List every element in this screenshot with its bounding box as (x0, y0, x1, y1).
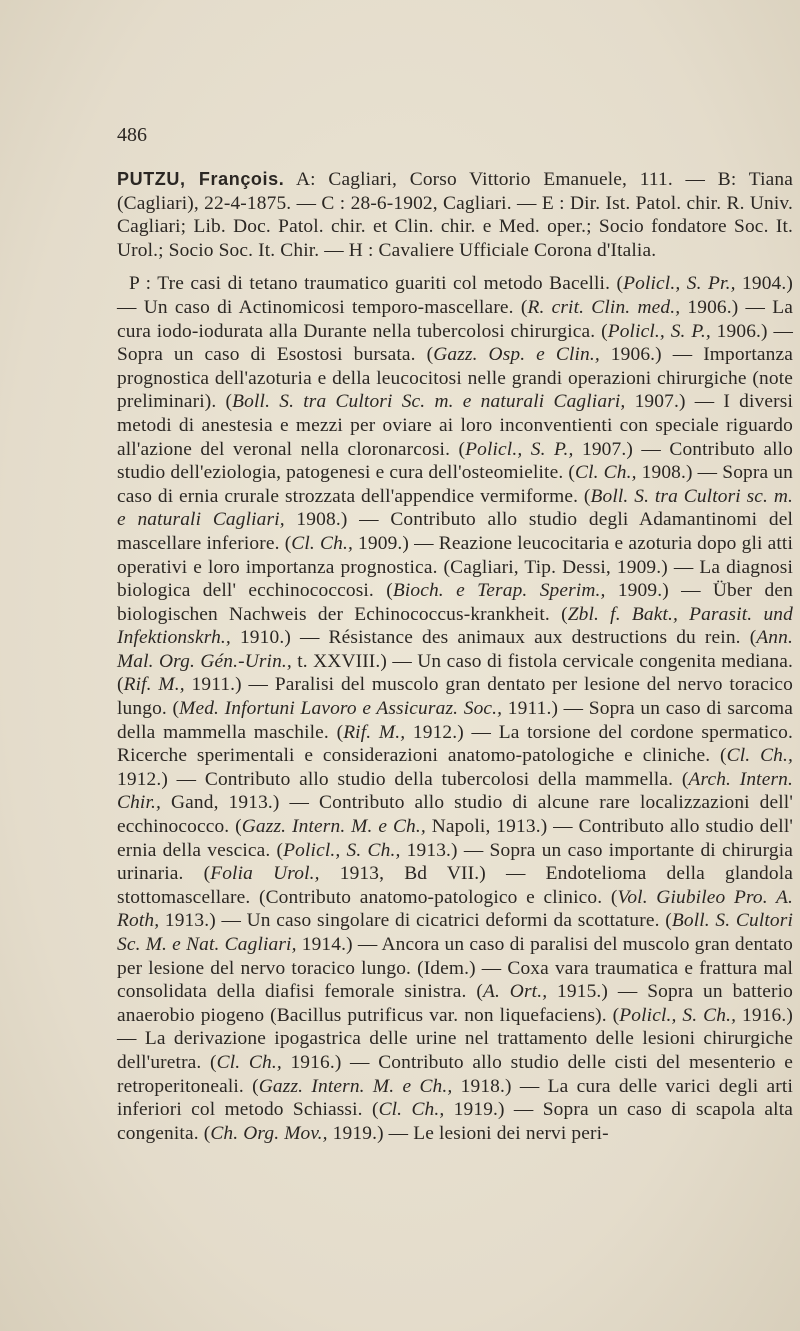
pub-text: 1912.) — La torsione del cordone spermatico. Ricerche sperimentali e considerazioni anatomo-patologiche e cliniche. ( (117, 721, 793, 767)
pub-text: 1909.) — Über den biologischen Nachweis der Echinococcus-krankheit. ( (117, 580, 793, 625)
pub-text: 1908.) — Contributo allo studio degli Adamantinomi del mascellare inferiore. ( (117, 509, 793, 554)
journal-title: Policl., S. Pr., (623, 273, 736, 295)
journal-title: Cl. Ch., (726, 745, 794, 767)
journal-title: Gazz. Intern. M. e Ch., (258, 1075, 453, 1097)
biography-entry (117, 168, 793, 1145)
pub-text: 1904.) — Un caso di Actinomicosi temporo-mascellare. ( (117, 273, 793, 318)
pub-text: 1910.) — Résistance des animaux aux destructions du rein. ( (230, 627, 757, 649)
journal-title: Med. Infortuni Lavoro e Assicuraz. Soc., (179, 698, 503, 720)
journal-title: Gazz. Intern. M. e Ch., (241, 816, 426, 838)
journal-title: Policl., S. Ch., (619, 1004, 737, 1026)
journal-title: Vol. Giubileo Pro. A. Roth, (117, 886, 793, 932)
pub-text: 1912.) — Contributo allo studio della tubercolosi della mammella. ( (117, 768, 689, 790)
journal-title: Boll. S. tra Cultori sc. m. e naturali Cagliari, (117, 485, 793, 531)
pub-text: 1906.) — Sopra un caso di Esostosi bursata. ( (117, 320, 793, 366)
pub-text: 1911.) — Sopra un caso di sarcoma della mammella maschile. ( (117, 698, 794, 743)
journal-title: Arch. Intern. Chir., (117, 768, 794, 814)
entry-header-paragraph (117, 168, 793, 262)
journal-title: Cl. Ch., (575, 462, 637, 484)
journal-title: Bioch. e Terap. Sperim., (392, 580, 606, 602)
pub-text: 1915.) — Sopra un batterio anaerobio piogeno (Bacillus putrificus var. non liquefaciens). ( (117, 981, 793, 1026)
pub-text: 1913.) — Sopra un caso importante di chirurgia urinaria. ( (117, 839, 794, 885)
pub-text: Gand, 1913.) — Contributo allo studio di alcune rare localizzazioni dell' ecchinococco. ( (117, 792, 793, 838)
journal-title: Ch. Org. Mov., (210, 1122, 328, 1144)
pub-text: 1908.) — Sopra un caso di ernia crurale strozzata dell'appendice vermiforme. ( (117, 462, 794, 507)
page-number: 486 (117, 124, 147, 146)
pub-text: 1906.) — La cura iodo-iodurata alla Durante nella tubercolosi chirurgica. ( (117, 296, 793, 342)
journal-title: Cl. Ch., (291, 532, 353, 554)
pub-text: 1919.) — Sopra un caso di scapola alta congenita. ( (117, 1099, 794, 1144)
pub-text: 1907.) — Contributo allo studio dell'eziologia, patogenesi e cura dell'osteomielite. ( (117, 438, 794, 484)
journal-title: Boll. S. Cultori Sc. M. e Nat. Cagliari, (117, 910, 793, 955)
journal-title: Cl. Ch., (378, 1099, 445, 1121)
entry-bio: A: Cagliari, Corso Vittorio Emanuele, 111. — B: Tiana (Cagliari), 22-4-1875. — C : 28-6-1902, Cagliari. — E : Dir. Ist. Patol. chir. R. Univ. Cagliari; Lib. Doc. Patol. chir. et Clin. chir. e Med. oper.; Socio fondatore Soc. It. Urol.; Socio Soc. It. Chir. — H : Cavaliere Ufficiale Corona d'Italia. (117, 169, 793, 261)
journal-title: Rif. M., (343, 721, 406, 743)
pub-text: 1911.) — Paralisi del muscolo gran dentato per lesione del nervo toracico lungo. ( (117, 674, 793, 720)
journal-title: Rif. M., (123, 674, 185, 696)
journal-title: Folia Urol., (210, 863, 320, 885)
pub-text: t. XXVIII.) — Un caso di fistola cervicale congenita mediana. ( (117, 650, 793, 696)
journal-title: Boll. S. tra Cultori Sc. m. e naturali Cagliari, (232, 391, 626, 413)
pub-text: 1914.) — Ancora un caso di paralisi del muscolo gran dentato per lesione del nervo toracico lungo. (Idem.) — Coxa vara traumatica e frattura mal consolidata della diafisi femorale sinistra. ( (117, 934, 793, 1003)
pub-text: 1906.) — Importanza prognostica dell'azoturia e della leucocitosi nelle grandi operazioni chirurgiche (note preliminari). ( (117, 344, 793, 413)
entry-name: PUTZU, François. (117, 169, 285, 189)
pub-text: Napoli, 1913.) — Contributo allo studio dell' ernia della vescica. ( (117, 816, 794, 861)
journal-title: Cl. Ch., (216, 1051, 282, 1073)
pub-text: P : Tre casi di tetano traumatico guariti col metodo Bacelli. ( (129, 273, 624, 295)
journal-title: Gazz. Osp. e Clin., (433, 344, 600, 366)
journal-title: R. crit. Clin. med., (527, 296, 681, 318)
pub-text: 1909.) — Reazione leucocitaria e azoturia dopo gli atti operativi e loro importanza prognostica. (Cagliari, Tip. Dessi, 1909.) — La diagnosi biologica dell' ecchinococcosi. ( (117, 532, 794, 602)
pub-text: 1919.) — Le lesioni dei nervi peri- (327, 1122, 609, 1144)
journal-title: Zbl. f. Bakt., Parasit. und Infektionskrh., (117, 603, 793, 649)
pub-text: 1907.) — I diversi metodi di anestesia e mezzi per oviare ai loro inconventienti con speciale riguardo all'azione del veronal nella cloronarcosi. ( (117, 391, 793, 460)
pub-text: 1916.) — La derivazione ipogastrica delle urine nel trattamento delle lesioni chirurgiche dell'uretra. ( (117, 1004, 793, 1073)
journal-title: A. Ort., (482, 981, 548, 1003)
pub-text: 1913, Bd VII.) — Endotelioma della glandola stottomascellare. (Contributo anatomo-patologico e clinico. ( (117, 863, 794, 908)
pub-text: 1916.) — Contributo allo studio delle cisti del mesenterio e retroperitoneali. ( (117, 1051, 793, 1097)
pub-text: 1918.) — La cura delle varici degli arti inferiori col metodo Schiassi. ( (117, 1075, 793, 1121)
journal-title: Ann. Mal. Org. Gén.-Urin., (117, 627, 793, 672)
publications-paragraph (117, 272, 793, 1145)
pub-text: 1913.) — Un caso singolare di cicatrici deformi da scottature. ( (159, 910, 672, 932)
journal-title: Policl., S. P., (465, 438, 574, 460)
journal-title: Policl., S. P., (607, 320, 711, 342)
journal-title: Policl., S. Ch., (283, 839, 401, 861)
